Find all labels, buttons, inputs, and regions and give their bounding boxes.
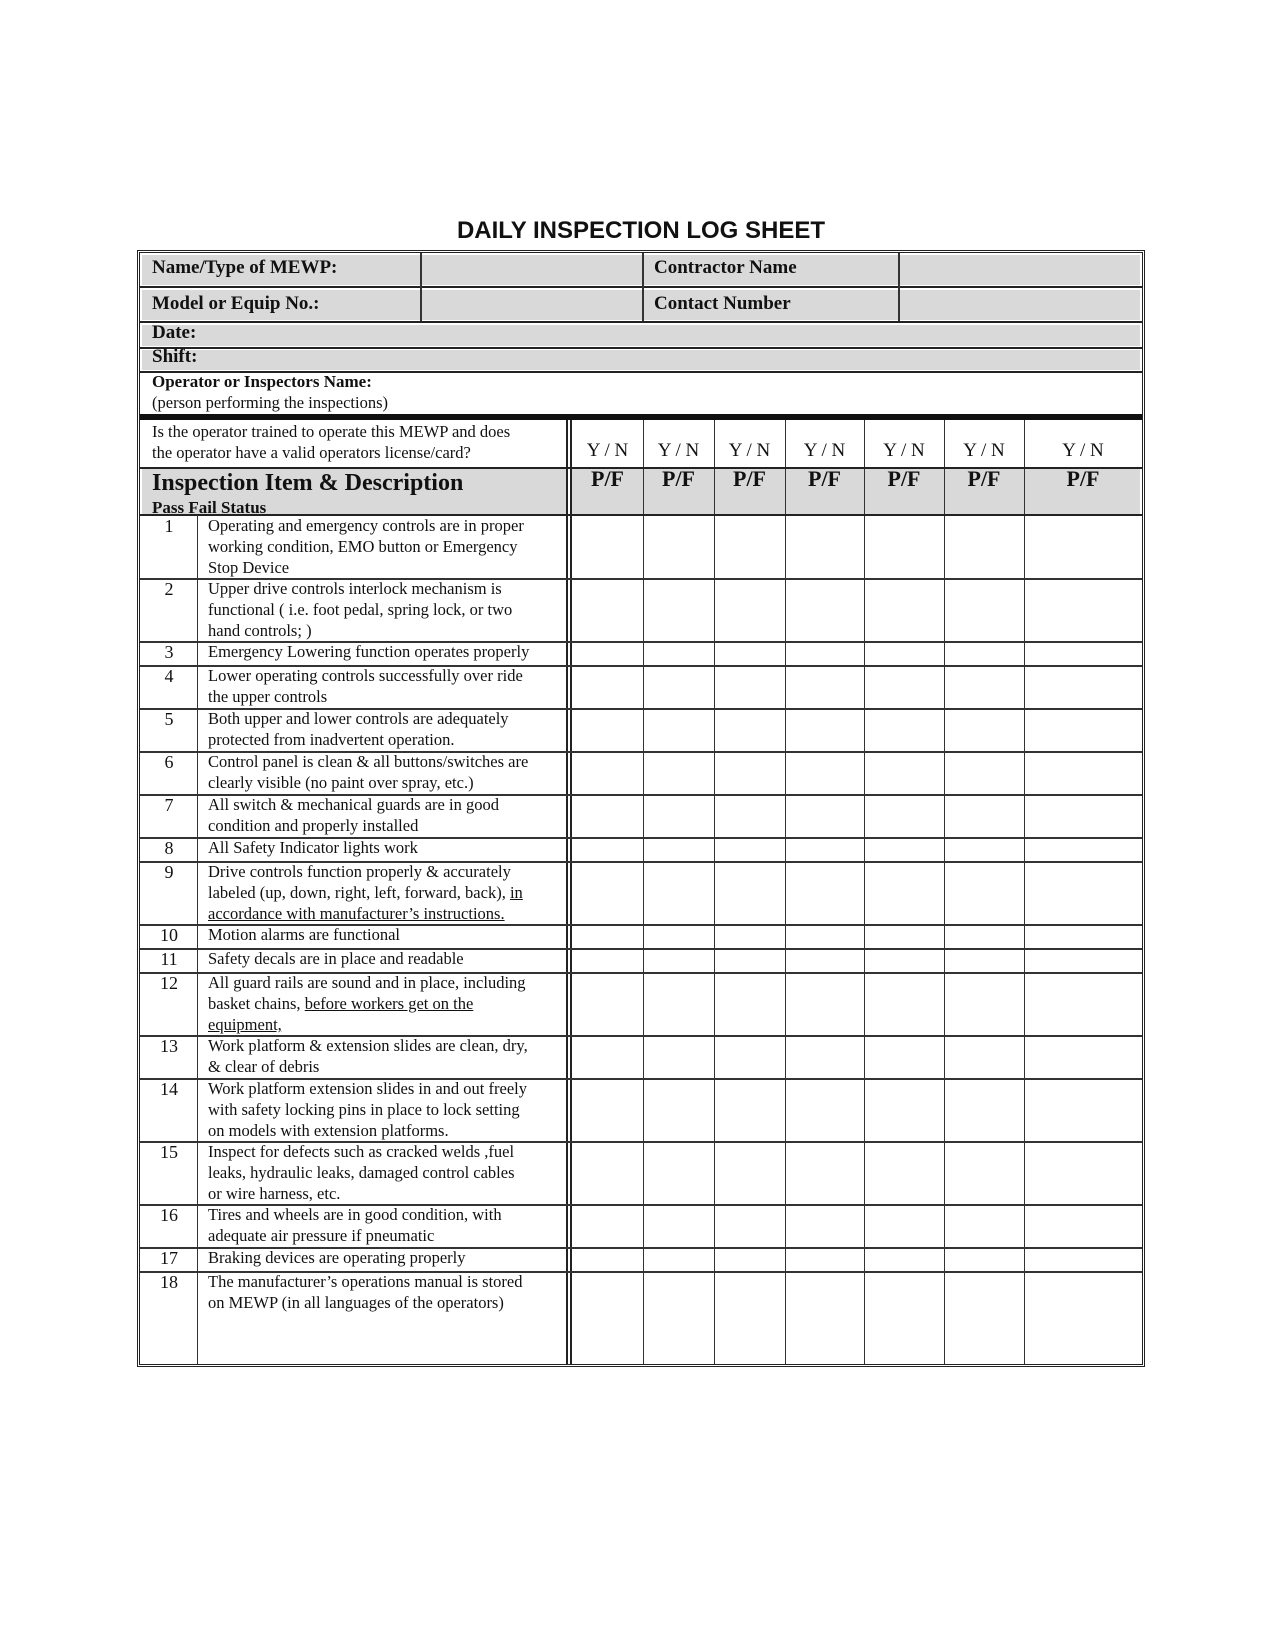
status-cell[interactable] <box>572 1078 643 1141</box>
operator-note: (person performing the inspections) <box>152 393 388 412</box>
status-cell[interactable] <box>572 948 643 972</box>
status-cell[interactable] <box>572 1271 643 1314</box>
status-cell[interactable] <box>572 641 643 665</box>
status-cell[interactable] <box>864 1035 944 1078</box>
item-description-line: Work platform & extension slides are clean, dry, <box>208 1036 528 1055</box>
status-cell[interactable] <box>572 1035 643 1078</box>
status-cell[interactable] <box>714 515 785 578</box>
status-cell[interactable] <box>572 708 643 751</box>
status-cell[interactable] <box>572 1204 643 1247</box>
item-number: 16 <box>160 1205 178 1225</box>
status-cell[interactable] <box>714 1078 785 1141</box>
name-type-label: Name/Type of MEWP: <box>152 257 338 278</box>
model-label: Model or Equip No.: <box>152 293 320 314</box>
contractor-label: Contractor Name <box>654 257 797 278</box>
contractor-field[interactable] <box>900 255 1140 285</box>
status-cell[interactable] <box>785 794 864 837</box>
status-cell[interactable] <box>944 924 1024 948</box>
status-cell[interactable] <box>944 861 1024 924</box>
shift-label: Shift: <box>152 346 198 367</box>
status-cell[interactable] <box>643 924 714 948</box>
item-description-line: accordance with manufacturer’s instructions. <box>208 904 505 923</box>
status-cell[interactable] <box>1024 948 1142 972</box>
item-description-line: with safety locking pins in place to lock setting <box>208 1100 520 1119</box>
item-description-line: clearly visible (no paint over spray, etc.) <box>208 773 474 792</box>
status-cell[interactable] <box>643 972 714 1035</box>
status-cell[interactable] <box>643 1035 714 1078</box>
status-cell[interactable] <box>864 1078 944 1141</box>
item-description-line: Control panel is clean & all buttons/switches are <box>208 752 529 771</box>
item-description-line: the upper controls <box>208 687 328 706</box>
item-number: 7 <box>164 795 174 815</box>
status-cell[interactable] <box>714 972 785 1035</box>
status-cell[interactable] <box>944 1247 1024 1271</box>
status-cell[interactable] <box>864 861 944 924</box>
item-description-line: All guard rails are sound and in place, including <box>208 973 526 992</box>
item-description-line: on models with extension platforms. <box>208 1121 449 1140</box>
status-cell[interactable] <box>944 837 1024 861</box>
item-number: 1 <box>164 516 174 536</box>
status-cell[interactable] <box>785 641 864 665</box>
status-cell[interactable] <box>944 1078 1024 1141</box>
status-cell[interactable] <box>785 515 864 578</box>
status-cell[interactable] <box>944 1035 1024 1078</box>
status-cell[interactable] <box>1024 794 1142 837</box>
status-cell[interactable] <box>1024 1204 1142 1247</box>
status-cell[interactable] <box>643 578 714 641</box>
status-cell[interactable] <box>643 1078 714 1141</box>
item-description-line: or wire harness, etc. <box>208 1184 341 1203</box>
status-cell[interactable] <box>643 1271 714 1314</box>
status-cell[interactable] <box>643 751 714 794</box>
item-description-line: Inspect for defects such as cracked welds ,fuel <box>208 1142 515 1161</box>
status-cell[interactable] <box>1024 708 1142 751</box>
page-title: DAILY INSPECTION LOG SHEET <box>456 217 826 244</box>
status-cell[interactable] <box>1024 578 1142 641</box>
item-description-line: condition and properly installed <box>208 816 419 835</box>
item-number: 6 <box>164 752 174 772</box>
date-row <box>142 325 1140 346</box>
item-description-line: protected from inadvertent operation. <box>208 730 455 749</box>
status-cell[interactable] <box>864 751 944 794</box>
status-cell[interactable] <box>1024 1078 1142 1141</box>
status-cell[interactable] <box>785 924 864 948</box>
status-cell[interactable] <box>714 794 785 837</box>
status-cell[interactable] <box>714 751 785 794</box>
status-cell[interactable] <box>864 515 944 578</box>
status-cell[interactable] <box>1024 1141 1142 1204</box>
status-cell[interactable] <box>785 708 864 751</box>
status-cell[interactable] <box>572 751 643 794</box>
section-subheading: Pass Fail Status <box>152 498 267 517</box>
status-cell[interactable] <box>785 1078 864 1141</box>
status-cell[interactable] <box>864 665 944 708</box>
question-line-1: Is the operator trained to operate this MEWP and does <box>152 422 511 441</box>
pf-header: P/F <box>887 466 921 491</box>
status-cell[interactable] <box>944 948 1024 972</box>
status-cell[interactable] <box>785 751 864 794</box>
status-cell[interactable] <box>643 708 714 751</box>
item-description-line: Drive controls function properly & accurately <box>208 862 511 881</box>
status-cell[interactable] <box>864 1141 944 1204</box>
item-description-line: basket chains, before workers get on the <box>208 994 474 1013</box>
status-cell[interactable] <box>864 708 944 751</box>
status-cell[interactable] <box>572 665 643 708</box>
item-number: 5 <box>164 709 174 729</box>
status-cell[interactable] <box>944 751 1024 794</box>
pf-header: P/F <box>662 466 695 491</box>
yn-header: Y / N <box>586 440 629 461</box>
status-cell[interactable] <box>714 948 785 972</box>
status-cell[interactable] <box>714 924 785 948</box>
item-number: 11 <box>160 949 178 969</box>
item-description-line: adequate air pressure if pneumatic <box>208 1226 435 1245</box>
operator-label: Operator or Inspectors Name: <box>152 372 372 391</box>
item-description-line: The manufacturer’s operations manual is stored <box>208 1272 523 1291</box>
status-cell[interactable] <box>1024 924 1142 948</box>
status-cell[interactable] <box>1024 1271 1142 1314</box>
status-cell[interactable] <box>643 641 714 665</box>
item-description-line: All switch & mechanical guards are in good <box>208 795 499 814</box>
item-description-line: Stop Device <box>208 558 290 577</box>
item-description-line: functional ( i.e. foot pedal, spring lock, or two <box>208 600 513 619</box>
status-cell[interactable] <box>714 1035 785 1078</box>
status-cell[interactable] <box>785 1271 864 1314</box>
operator-field[interactable] <box>530 373 1140 413</box>
item-number: 8 <box>164 838 174 858</box>
status-cell[interactable] <box>572 578 643 641</box>
item-description-line: Tires and wheels are in good condition, with <box>208 1205 502 1224</box>
row-divider <box>140 467 1142 469</box>
status-cell[interactable] <box>944 794 1024 837</box>
status-cell[interactable] <box>944 515 1024 578</box>
status-cell[interactable] <box>864 1247 944 1271</box>
item-number: 17 <box>160 1248 178 1268</box>
status-cell[interactable] <box>785 1035 864 1078</box>
status-cell[interactable] <box>714 1141 785 1204</box>
status-cell[interactable] <box>785 948 864 972</box>
status-cell[interactable] <box>714 665 785 708</box>
status-cell[interactable] <box>714 861 785 924</box>
date-label: Date: <box>152 322 197 343</box>
status-cell[interactable] <box>643 515 714 578</box>
status-cell[interactable] <box>643 861 714 924</box>
item-description-line: Emergency Lowering function operates properly <box>208 642 530 661</box>
status-cell[interactable] <box>643 1204 714 1247</box>
item-description-line: Braking devices are operating properly <box>208 1248 466 1267</box>
status-cell[interactable] <box>643 948 714 972</box>
status-cell[interactable] <box>864 972 944 1035</box>
yn-header: Y / N <box>883 440 925 461</box>
status-cell[interactable] <box>864 578 944 641</box>
status-cell[interactable] <box>944 1271 1024 1314</box>
status-cell[interactable] <box>572 515 643 578</box>
status-cell[interactable] <box>572 794 643 837</box>
yn-header: Y / N <box>657 440 700 461</box>
item-number: 14 <box>160 1079 178 1099</box>
item-number: 4 <box>164 666 174 686</box>
name-type-field[interactable] <box>422 255 642 285</box>
status-cell[interactable] <box>1024 515 1142 578</box>
item-number: 3 <box>164 642 174 662</box>
status-cell[interactable] <box>572 972 643 1035</box>
item-number: 9 <box>164 862 174 882</box>
yn-header: Y / N <box>963 440 1005 461</box>
contact-label: Contact Number <box>654 293 791 314</box>
pf-header: P/F <box>967 466 1001 491</box>
status-cell[interactable] <box>1024 1035 1142 1078</box>
pf-header: P/F <box>1066 466 1100 491</box>
item-description-line: Upper drive controls interlock mechanism is <box>208 579 502 598</box>
item-number: 12 <box>160 973 178 993</box>
status-cell[interactable] <box>1024 665 1142 708</box>
status-cell[interactable] <box>714 837 785 861</box>
yn-header: Y / N <box>803 440 846 461</box>
status-cell[interactable] <box>714 1204 785 1247</box>
status-cell[interactable] <box>864 948 944 972</box>
status-cell[interactable] <box>1024 972 1142 1035</box>
status-cell[interactable] <box>1024 861 1142 924</box>
status-cell[interactable] <box>714 1271 785 1314</box>
status-cell[interactable] <box>785 1141 864 1204</box>
item-description-line: Safety decals are in place and readable <box>208 949 464 968</box>
question-line-2: the operator have a valid operators license/card? <box>152 443 471 462</box>
status-cell[interactable] <box>572 861 643 924</box>
status-cell[interactable] <box>1024 837 1142 861</box>
status-cell[interactable] <box>944 665 1024 708</box>
status-cell[interactable] <box>785 972 864 1035</box>
item-number: 15 <box>160 1142 178 1162</box>
yn-header: Y / N <box>728 440 771 461</box>
status-cell[interactable] <box>714 1247 785 1271</box>
status-cell[interactable] <box>785 1204 864 1247</box>
item-description-line: working condition, EMO button or Emergency <box>208 537 518 556</box>
status-cell[interactable] <box>785 837 864 861</box>
item-description-line: & clear of debris <box>208 1057 320 1076</box>
status-cell[interactable] <box>714 641 785 665</box>
item-description-line: Lower operating controls successfully over ride <box>208 666 523 685</box>
status-cell[interactable] <box>785 578 864 641</box>
shift-row <box>142 350 1140 370</box>
status-cell[interactable] <box>643 837 714 861</box>
pf-header: P/F <box>591 466 624 491</box>
item-description-line: Both upper and lower controls are adequately <box>208 709 509 728</box>
status-cell[interactable] <box>572 1141 643 1204</box>
contact-field[interactable] <box>900 290 1140 320</box>
item-number: 13 <box>160 1036 178 1056</box>
status-cell[interactable] <box>643 665 714 708</box>
status-cell[interactable] <box>714 708 785 751</box>
pf-header: P/F <box>733 466 766 491</box>
status-cell[interactable] <box>714 578 785 641</box>
status-cell[interactable] <box>864 641 944 665</box>
status-cell[interactable] <box>643 1247 714 1271</box>
status-cell[interactable] <box>785 861 864 924</box>
status-cell[interactable] <box>1024 641 1142 665</box>
status-cell[interactable] <box>785 665 864 708</box>
item-description-line: equipment, <box>208 1015 282 1034</box>
underlined-text: before workers get on the <box>304 994 474 1013</box>
item-description-line: leaks, hydraulic leaks, damaged control cables <box>208 1163 515 1182</box>
item-description-line: hand controls; ) <box>208 621 312 640</box>
item-description-line: Motion alarms are functional <box>208 925 400 944</box>
status-cell[interactable] <box>944 708 1024 751</box>
item-number: 10 <box>160 925 178 945</box>
status-cell[interactable] <box>864 1204 944 1247</box>
status-cell[interactable] <box>572 837 643 861</box>
section-heading: Inspection Item & Description <box>152 470 464 496</box>
status-cell[interactable] <box>643 794 714 837</box>
item-description-line: All Safety Indicator lights work <box>208 838 418 857</box>
status-cell[interactable] <box>864 837 944 861</box>
item-number: 18 <box>160 1272 178 1292</box>
item-description-line: Operating and emergency controls are in proper <box>208 516 524 535</box>
status-cell[interactable] <box>785 1247 864 1271</box>
pf-header: P/F <box>808 466 841 491</box>
status-cell[interactable] <box>572 1247 643 1271</box>
yn-header: Y / N <box>1062 440 1104 461</box>
separator-bar <box>140 414 1142 420</box>
status-cell[interactable] <box>643 1141 714 1204</box>
item-description-line: on MEWP (in all languages of the operators) <box>208 1293 504 1312</box>
status-cell[interactable] <box>1024 1247 1142 1271</box>
status-cell[interactable] <box>944 972 1024 1035</box>
status-cell[interactable] <box>1024 751 1142 794</box>
model-field[interactable] <box>422 290 642 320</box>
status-cell[interactable] <box>864 794 944 837</box>
status-cell[interactable] <box>864 924 944 948</box>
underlined-text: in <box>509 883 523 902</box>
status-cell[interactable] <box>572 924 643 948</box>
item-number: 2 <box>164 579 174 599</box>
item-description-line: labeled (up, down, right, left, forward, back), in <box>208 883 523 902</box>
status-cell[interactable] <box>944 1204 1024 1247</box>
item-description-line: Work platform extension slides in and out freely <box>208 1079 527 1098</box>
status-cell[interactable] <box>944 1141 1024 1204</box>
inspection-sheet <box>137 250 1145 1367</box>
status-cell[interactable] <box>864 1271 944 1314</box>
status-cell[interactable] <box>944 641 1024 665</box>
status-cell[interactable] <box>944 578 1024 641</box>
